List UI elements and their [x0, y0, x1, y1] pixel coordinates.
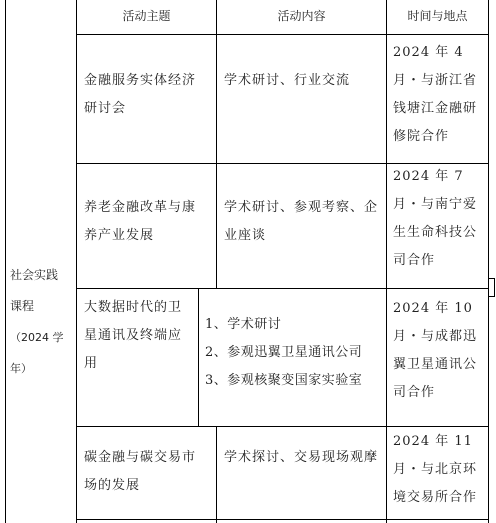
row3-content	[205, 311, 385, 395]
row2-theme	[84, 194, 214, 250]
table-divider-theme-row3	[198, 288, 199, 426]
row4-content-line1: 学术探讨、交易现场观摩	[224, 450, 379, 465]
row3-time-place	[393, 295, 488, 407]
table-divider-theme-row4	[216, 426, 217, 523]
row3-theme-line2: 星通讯及终端应	[84, 328, 183, 343]
row4-theme-line2: 场的发展	[84, 478, 141, 493]
row4-theme	[84, 444, 214, 500]
row2-theme-line2: 养产业发展	[84, 228, 155, 243]
table-border-left	[5, 0, 6, 523]
row2-time-line2: 月・与南宁爱	[393, 197, 478, 212]
row2-time-line3: 生生命科技公	[393, 225, 478, 240]
row2-content-line2: 业座谈	[224, 228, 267, 243]
row1-time-line1: 2024 年 4	[393, 45, 464, 60]
row2-time-line1: 2024 年 7	[393, 169, 464, 184]
table-row4-bottom	[76, 519, 489, 520]
table-divider-theme	[216, 0, 217, 288]
row4-time-place	[393, 428, 488, 512]
table-row3-bottom	[76, 426, 489, 427]
row2-time-line4: 司合作	[393, 253, 436, 268]
row2-theme-line1: 养老金融改革与康	[84, 200, 197, 215]
row4-content	[224, 444, 384, 472]
row2-content-line1: 学术研讨、参观考察、企	[224, 200, 379, 215]
row3-theme-line3: 用	[84, 356, 99, 371]
row1-time-place	[393, 39, 488, 151]
table-row2-bottom	[76, 288, 489, 289]
row3-content-line3: 3、参观核聚变国家实验室	[205, 373, 363, 388]
table-divider-side	[76, 0, 77, 523]
row4-theme-line1: 碳金融与碳交易市	[84, 450, 197, 465]
side-label	[10, 260, 70, 384]
row1-content	[224, 67, 384, 95]
header-content: 活动内容	[277, 9, 326, 23]
row1-time-line2: 月・与浙江省	[393, 73, 478, 88]
row4-time-line1: 2024 年 11	[393, 434, 473, 449]
row4-time-line3: 境交易所合作	[393, 490, 478, 505]
row3-content-line1: 1、学术研讨	[205, 317, 282, 332]
side-label-line2: 课程	[10, 299, 35, 313]
table-divider-content	[386, 0, 387, 523]
side-label-line4: 年）	[10, 362, 32, 375]
row3-time-line1: 2024 年 10	[393, 301, 473, 316]
table-border-right	[488, 0, 489, 523]
side-label-line3: （2024 学	[10, 331, 64, 344]
row2-time-place	[393, 163, 488, 275]
row1-time-line4: 修院合作	[393, 129, 450, 144]
table-header-bottom	[76, 34, 489, 35]
row1-theme-line1: 金融服务实体经济	[84, 73, 197, 88]
row1-time-line3: 钱塘江金融研	[393, 101, 478, 116]
side-label-line1: 社会实践	[10, 268, 59, 282]
row3-theme	[84, 294, 196, 378]
row3-time-line3: 翼卫星通讯公	[393, 357, 478, 372]
header-theme: 活动主题	[122, 9, 171, 23]
row4-time-line2: 月・与北京环	[393, 462, 478, 477]
edge-mark-vertical	[494, 278, 495, 297]
row3-content-line2: 2、参观迅翼卫星通讯公司	[205, 345, 363, 360]
row3-time-line4: 司合作	[393, 385, 436, 400]
row2-content	[224, 194, 384, 250]
row1-theme	[84, 67, 214, 123]
row3-theme-line1: 大数据时代的卫	[84, 300, 183, 315]
header-time-place: 时间与地点	[407, 9, 468, 23]
row1-theme-line2: 研讨会	[84, 101, 127, 116]
row3-time-line2: 月・与成都迅	[393, 329, 478, 344]
row1-content-line1: 学术研讨、行业交流	[224, 73, 351, 88]
